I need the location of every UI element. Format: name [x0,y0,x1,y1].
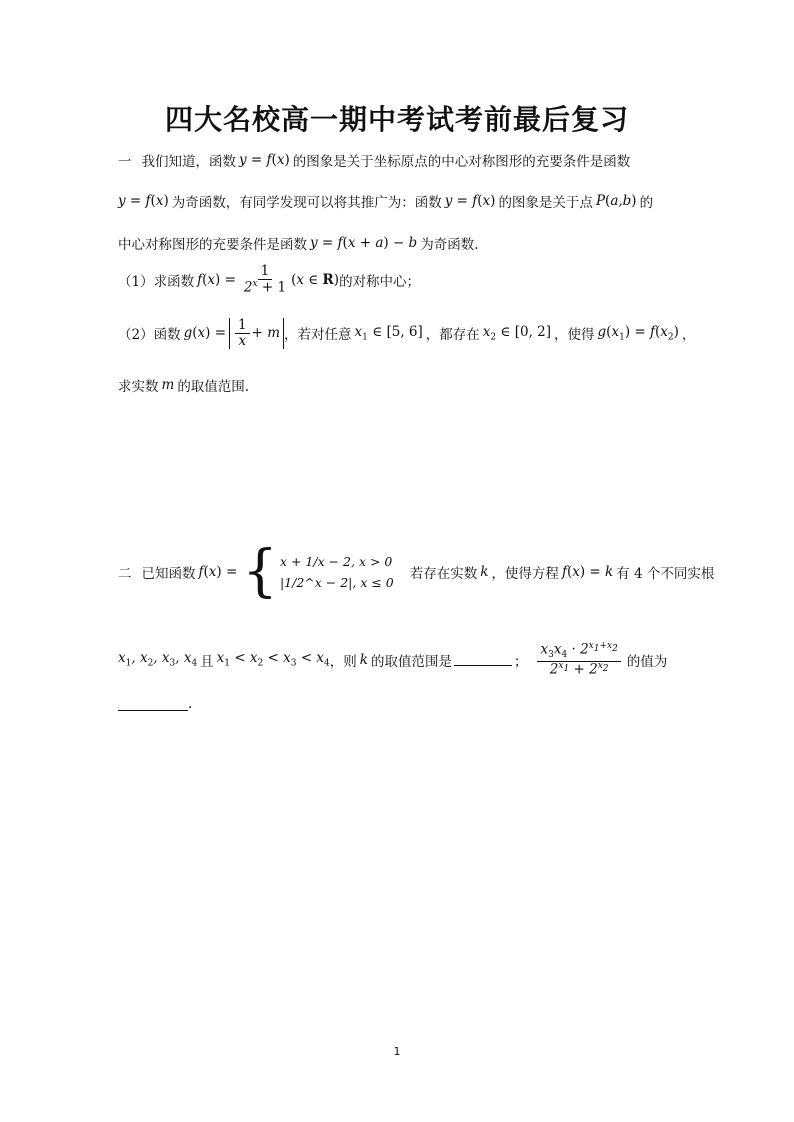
q1-part-1: （1）求函数 f(x) = $\frac{1}{2^x + 1}$ (x ∈ R) 的对称中心； [118,263,421,296]
fraction: $\frac{x_3x_4 \cdot 2^{x_1+x_2}}{2^{x_1} + 2^{x_2}}$ [537,642,620,677]
fraction: $\frac{1}{2^x + 1}$ [243,263,287,296]
page-title: 四大名校高一期中考试考前最后复习 [164,103,629,136]
answer-blank-2[interactable] [118,698,188,711]
answer-blank-1[interactable] [454,653,512,666]
q2-line-1: 二 已知函数 f(x) = { x + 1/x − 2, x > 0 |1/2^x − 2|, x ≤ 0 若存在实数 k ，使得方程 f(x) = k 有 4 个不同实根 [118,539,715,604]
q2-line-2: $x_1$, $x_2$, $x_3$, $x_4$ 且 $x_1 < x_2 < x_3 < x_4$ ，则 k 的取值范围是 ； $\frac{x_3x_4 \cdot 2^{x_1+x_2}}{2^{x_1} + 2^{x_2}}$ 的值为 [118,641,668,678]
q1-part-2: （2）函数 g(x) = $\frac{1}{x}$ + m ，若对任意 $x_1$ ∈ [5, 6] ，都存在 $x_2$ ∈ [0, 2] ，使得 $g(x_1) = f(x_2)$ ， [118,317,696,349]
q1-line-last: 求实数 m 的取值范围. [118,377,250,395]
q1-line-2: y = f(x) 为奇函数，有同学发现可以将其推广为：函数 y = f(x) 的图象是关于点 P(a,b) 的 [118,193,654,211]
page-number: 1 [393,1045,401,1058]
q2-line-3: . [118,696,192,712]
q1-line-3: 中心对称图形的充要条件是函数 y = f(x + a) − b 为奇函数. [118,235,479,253]
absolute-value: $\frac{1}{x}$ + m [229,318,284,349]
q1-label: 一 [118,154,132,170]
case-1: x + 1/x − 2, x > 0 [279,554,393,569]
piecewise-cases [280,554,394,590]
case-2: |1/2^x − 2|, x ≤ 0 [279,575,394,590]
q1-line-1: 一 我们知道，函数 y = f(x) 的图象是关于坐标原点的中心对称图形的充要条件是函数 [118,152,631,170]
q2-label: 二 [118,566,132,582]
